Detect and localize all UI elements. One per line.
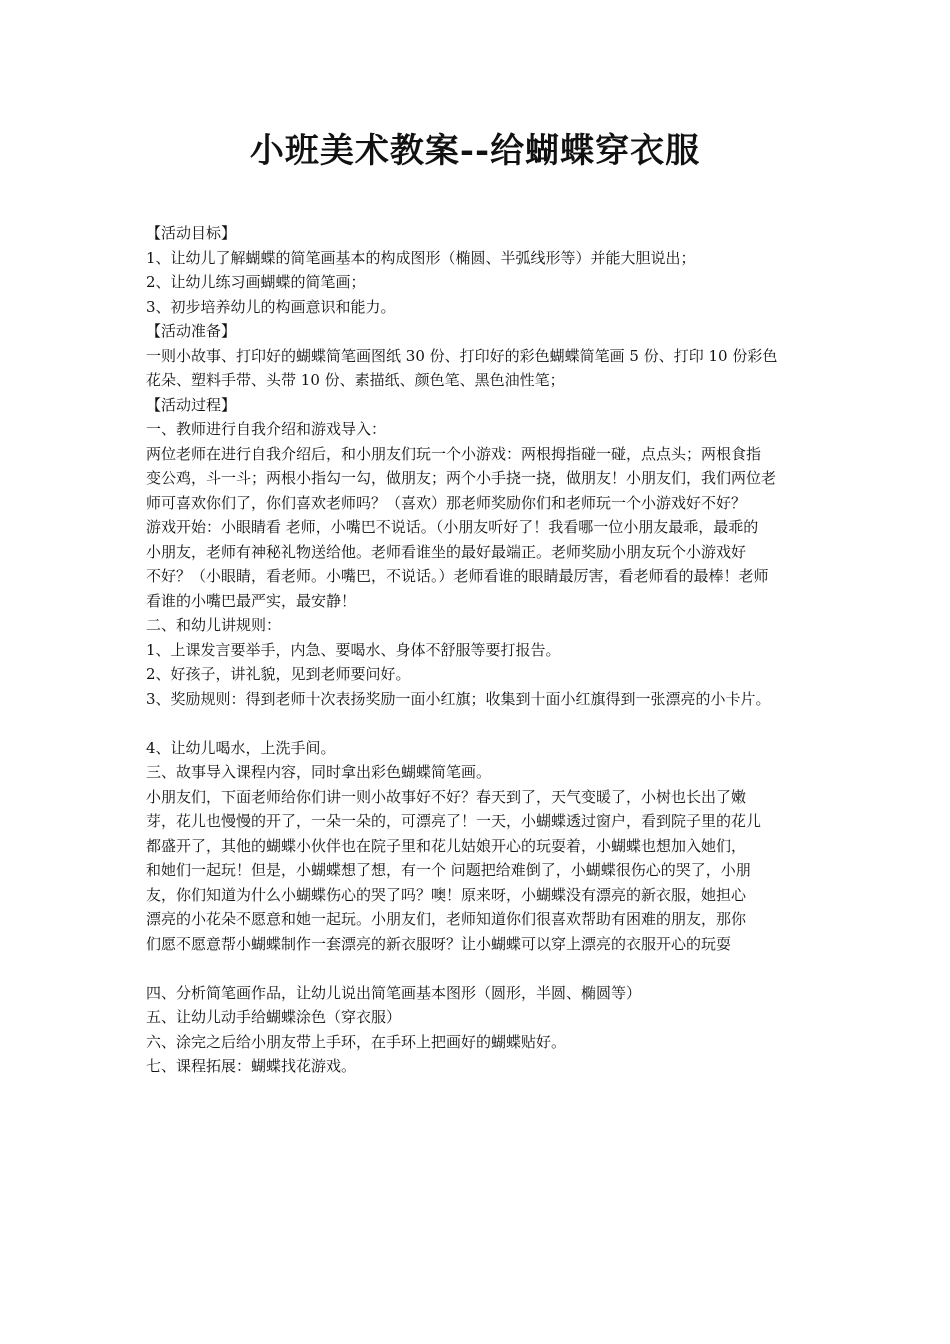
text-line: 漂亮的小花朵不愿意和她一起玩。小朋友们，老师知道你们很喜欢帮助有困难的朋友，那你 [146,910,747,928]
text-line: 小朋友们，下面老师给你们讲一则小故事好不好？春天到了，天气变暖了，小树也长出了嫩 [146,787,747,806]
text-line: 1、让幼儿了解蝴蝶的简笔画基本的构成图形（椭圆、半弧线形等）并能大胆说出； [146,248,696,267]
text-line: 们愿不愿意帮小蝴蝶制作一套漂亮的新衣服呀？让小蝴蝶可以穿上漂亮的衣服开心的玩耍 [146,934,732,953]
text-line: 五、让幼儿动手给蝴蝶涂色（穿衣服） [146,1008,402,1026]
text-line: 一则小故事、打印好的蝴蝶简笔画图纸 30 份、打印好的彩色蝴蝶简笔画 5 份、打印 10 份彩色 [146,346,778,365]
text-line: 2、好孩子，讲礼貌，见到老师要问好。 [146,665,411,683]
text-line: 小朋友，老师有神秘礼物送给他。老师看谁坐的最好最端正。老师奖励小朋友玩个小游戏好 [146,542,747,561]
text-line: 两位老师在进行自我介绍后，和小朋友们玩一个小游戏：两根拇指碰一碰，点点头；两根食指 [146,444,762,463]
text-line: 六、涂完之后给小朋友带上手环，在手环上把画好的蝴蝶贴好。 [146,1032,567,1051]
text-line: 看谁的小嘴巴最严实，最安静！ [146,591,357,610]
text-line: 【活动准备】 [146,322,237,340]
text-line: 都盛开了，其他的蝴蝶小伙伴也在院子里和花儿姑娘开心的玩耍着，小蝴蝶也想加入她们， [146,836,747,855]
document-body [146,221,818,1079]
text-line: 七、课程拓展：蝴蝶找花游戏。 [146,1057,357,1075]
text-line: 一、教师进行自我介绍和游戏导入： [146,420,387,438]
text-line: 4、让幼儿喝水，上洗手间。 [146,738,336,757]
text-line: 和她们一起玩！但是，小蝴蝶想了想，有一个 问题把给难倒了，小蝴蝶很伤心的哭了，小朋 [146,861,751,879]
text-line: 花朵、塑料手带、头带 10 份、素描纸、颜色笔、黑色油性笔； [146,371,565,389]
blank-line [146,711,818,736]
text-line: 【活动目标】 [146,224,237,242]
text-line: 3、初步培养幼儿的构画意识和能力。 [146,297,396,316]
text-line: 二、和幼儿讲规则： [146,616,282,634]
text-line: 友，你们知道为什么小蝴蝶伤心的哭了吗？噢！原来呀，小蝴蝶没有漂亮的新衣服，她担心 [146,885,747,904]
text-line: 1、上课发言要举手，内急、要喝水、身体不舒服等要打报告。 [146,640,561,659]
document-title: 小班美术教案--给蝴蝶穿衣服 [249,131,701,171]
text-line: 不好？（小眼睛，看老师。小嘴巴，不说话。）老师看谁的眼睛最厉害，看老师看的最棒！老师 [146,567,769,585]
text-line: 三、故事导入课程内容，同时拿出彩色蝴蝶简笔画。 [146,763,492,781]
blank-line [146,956,818,981]
text-line: 变公鸡，斗一斗；两根小指勾一勾，做朋友；两个小手挠一挠，做朋友！小朋友们，我们两位老 [146,469,777,487]
text-line: 3、奖励规则：得到老师十次表扬奖励一面小红旗；收集到十面小红旗得到一张漂亮的小卡片。 [146,689,771,708]
text-line: 师可喜欢你们了，你们喜欢老师吗？（喜欢）那老师奖励你们和老师玩一个小游戏好不好？ [146,493,747,512]
text-line: 【活动过程】 [146,395,237,414]
text-line: 游戏开始：小眼睛看 老师，小嘴巴不说话。（小朋友听好了！我看哪一位小朋友最乖，最乖的 [146,518,759,536]
text-line: 2、让幼儿练习画蝴蝶的简笔画； [146,273,366,291]
text-line: 四、分析简笔画作品，让幼儿说出简笔画基本图形（圆形，半圆、椭圆等） [146,983,642,1002]
text-line: 芽，花儿也慢慢的开了，一朵一朵的，可漂亮了！一天，小蝴蝶透过窗户，看到院子里的花儿 [146,812,762,830]
